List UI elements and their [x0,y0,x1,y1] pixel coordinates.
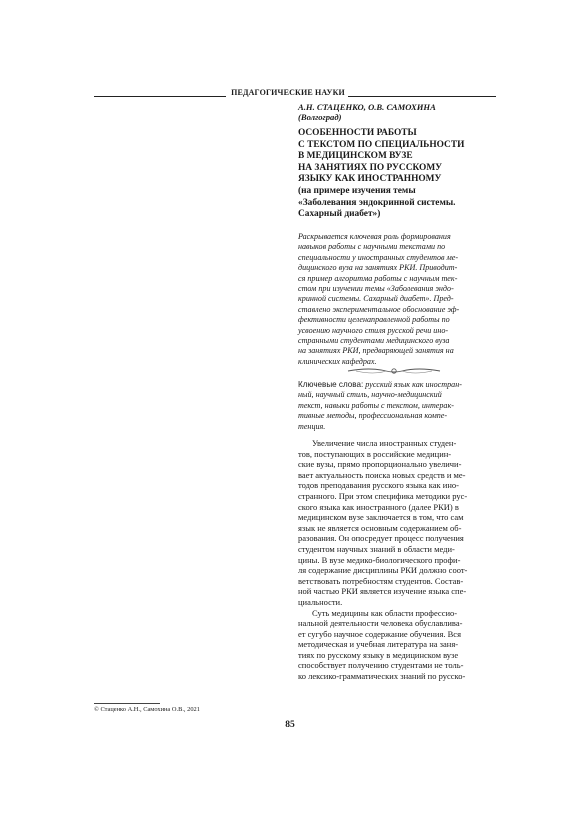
article-title [298,128,508,221]
title-line: «Заболевания эндокринной системы. [298,197,456,208]
abstract-line: на занятиях РКИ, предваряющей занятия на [298,346,454,356]
body-line: цины. В вузе медико-биологического профи- [298,554,461,565]
abstract-line: кринной системы. Сахарный диабет». Пред- [298,294,454,304]
abstract-line: навыков работы с научными текстами по [298,242,446,252]
abstract-line: стом при изучении темы «Заболевания эндо- [298,284,454,294]
keywords-first-line [298,380,496,390]
author-names: А.Н. СТАЦЕНКО, О.В. САМОХИНА [298,102,436,112]
keywords-line: текст, навыки работы с текстом, интерак- [298,400,454,410]
body-line: способствует получению студентами не толь- [298,660,464,671]
author-city: (Волгоград) [298,112,342,122]
keywords-line: тивные методы, профессиональная компе- [298,411,448,421]
abstract-line: клинических кафедрах. [298,356,377,366]
body-line: тодов преподавания русского языка как ино- [298,480,459,491]
abstract-line: дицинского вуза на занятиях РКИ. Приводит- [298,263,458,273]
title-line: В МЕДИЦИНСКОМ ВУЗЕ [298,151,413,162]
abstract-line: странными студентами медицинского вуза [298,336,450,346]
title-line: С ТЕКСТОМ ПО СПЕЦИАЛЬНОСТИ [298,139,465,150]
body-line: методическая и учебная литература на заня- [298,639,459,650]
keywords-text: русский язык как иностран- [365,380,462,389]
title-line: ОСОБЕННОСТИ РАБОТЫ [298,128,417,138]
body-line: нальной деятельности человека обуславлива- [298,618,463,629]
header-rule-right [348,96,496,97]
body-line: странного. При этом специфика методики рус- [298,490,468,501]
ornament-divider [346,364,442,378]
abstract-line: фективности целенаправленной работы по [298,315,450,325]
section-heading: ПЕДАГОГИЧЕСКИЕ НАУКИ [231,88,345,97]
keywords-line: тенция. [298,421,326,431]
abstract-line: ся пример алгоритма работы с научным тек- [298,273,458,283]
body-line: ной частью РКИ является изучение языка спе- [298,586,467,597]
abstract-line: усвоению научного стиля русской речи ино- [298,325,449,335]
body-line: медицинском вузе заключается в том, что сам [298,512,464,523]
body-line: ля содержание дисциплины РКИ должно соот- [298,565,468,576]
footnote-rule [94,703,160,704]
body-line: студентом научных знаний в области меди- [298,543,455,554]
abstract-line: специальности у иностранных студентов ме- [298,252,459,262]
body-line: Увеличение числа иностранных студен- [312,438,457,448]
article-abstract [298,232,496,367]
header-rule-left [94,96,226,97]
page-number: 85 [285,720,295,730]
keywords-line: ный, научный стиль, научно-медицинский [298,390,442,400]
body-line: вает актуальность поиска новых средств и ме- [298,469,466,480]
article-authors [298,102,436,122]
title-line: (на примере изучения темы [298,185,416,196]
title-line: ЯЗЫКУ КАК ИНОСТРАННОМУ [298,174,442,185]
body-line: разования. Он опосредует процесс получения [298,533,464,544]
body-line: циальности. [298,596,343,607]
body-line: Суть медицины как области профессио- [312,607,458,618]
abstract-line: Раскрывается ключевая роль формирования [298,232,451,241]
title-line: Сахарный диабет») [298,209,381,220]
article-keywords [298,380,496,432]
title-line: НА ЗАНЯТИЯХ ПО РУССКОМУ [298,162,443,173]
body-line: ет сугубо научное содержание обучения. Вся [298,628,461,639]
article-body [298,438,496,682]
body-line: язык не является основным содержанием об- [298,522,462,533]
body-line: ского языка как иностранного (далее РКИ) в [298,501,459,512]
body-line: тов, поступающих в российские медицин- [298,448,452,459]
copyright-footnote: © Стаценко А.Н., Самохина О.В., 2021 [94,706,200,713]
body-line: ские вузы, прямо пропорционально увеличи- [298,459,462,470]
keywords-label: Ключевые слова: [298,380,364,389]
body-line: ко лексико-грамматических знаний по русско- [298,671,466,682]
abstract-line: ставлено экспериментальное обоснование эф- [298,304,460,314]
body-line: тиях по русскому языку в медицинском вузе [298,649,459,660]
body-line: ветствовать потребностям студентов. Состав- [298,575,464,586]
